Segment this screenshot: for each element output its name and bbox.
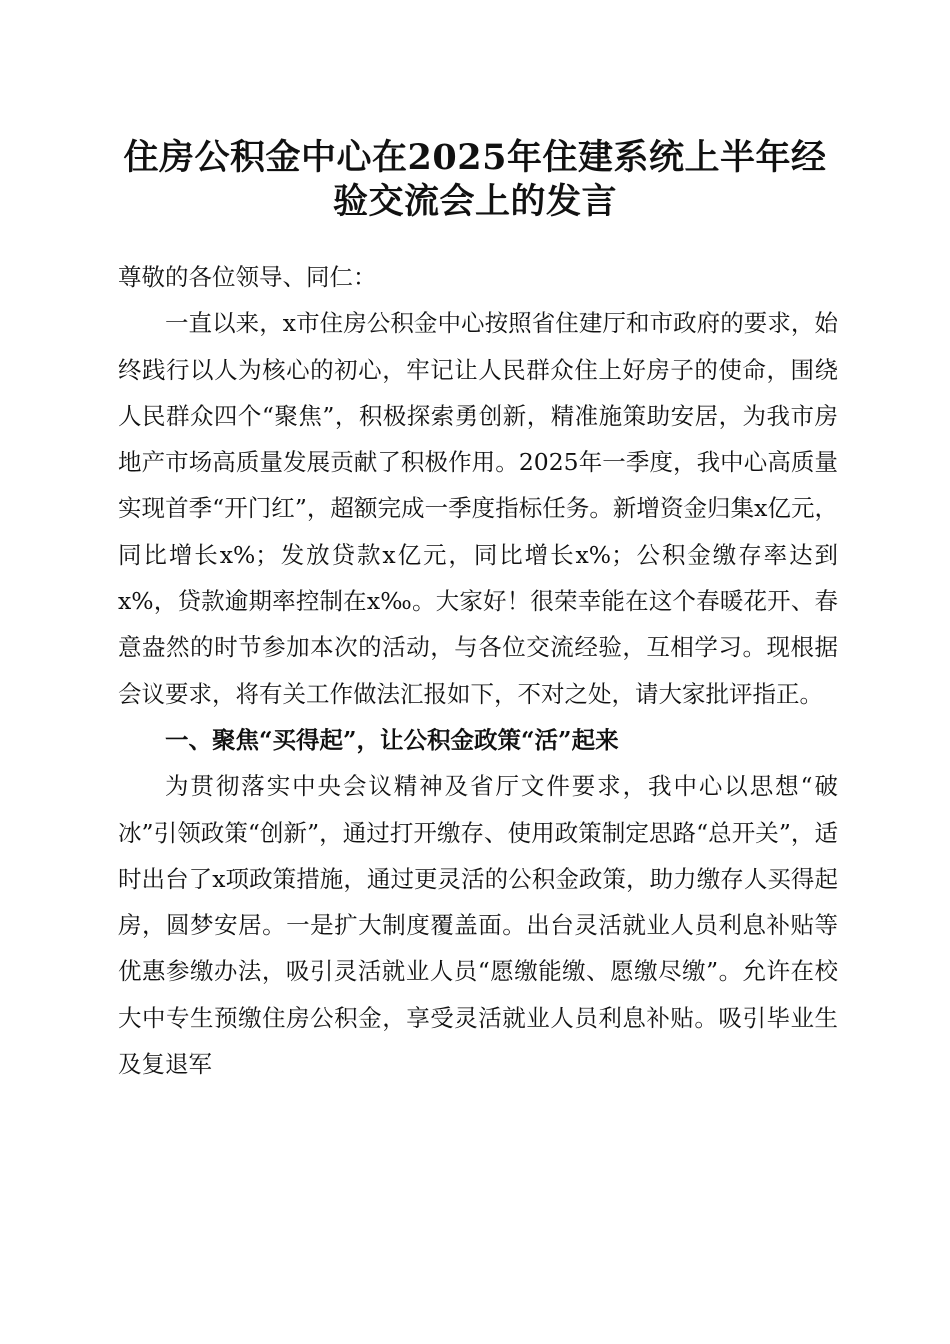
title-line-1: 住房公积金中心在2025年住建系统上半年经 [123,137,827,178]
document-body [118,254,838,1087]
salutation: 尊敬的各位领导、同仁： [118,263,377,291]
paragraph-intro: 一直以来，x市住房公积金中心按照省住建厅和市政府的要求，始终践行以人为核心的初心，牢记让人民群众住上好房子的使命，围绕人民群众四个“聚焦”，积极探索勇创新，精准施策助安居，为我市房地产市场高质量发展贡献了积极作用。2025年一季度，我中心高质量实现首季“开门红”，超额完成一季度指标任务。新增资金归集x亿元，同比增长x%；发放贷款x亿元，同比增长x%；公积金缴存率达到x%，贷款逾期率控制在x‰。大家好！很荣幸能在这个春暖花开、春意盎然的时节参加本次的活动，与各位交流经验，互相学习。现根据会议要求，将有关工作做法汇报如下，不对之处，请大家批评指正。 [118,309,838,708]
section-heading-1: 一、聚焦“买得起”，让公积金政策“活”起来 [165,725,619,754]
title-line-2: 验交流会上的发言 [332,181,617,222]
paragraph-section-1: 为贯彻落实中央会议精神及省厅文件要求，我中心以思想“破冰”引领政策“创新”，通过打开缴存、使用政策制定思路“总开关”，适时出台了x项政策措施，通过更灵活的公积金政策，助力缴存人买得起房，圆梦安居。一是扩大制度覆盖面。出台灵活就业人员利息补贴等优惠参缴办法，吸引灵活就业人员“愿缴能缴、愿缴尽缴”。允许在校大中专生预缴住房公积金，享受灵活就业人员利息补贴。吸引毕业生及复退军 [118,772,838,1079]
document-title [95,136,855,224]
